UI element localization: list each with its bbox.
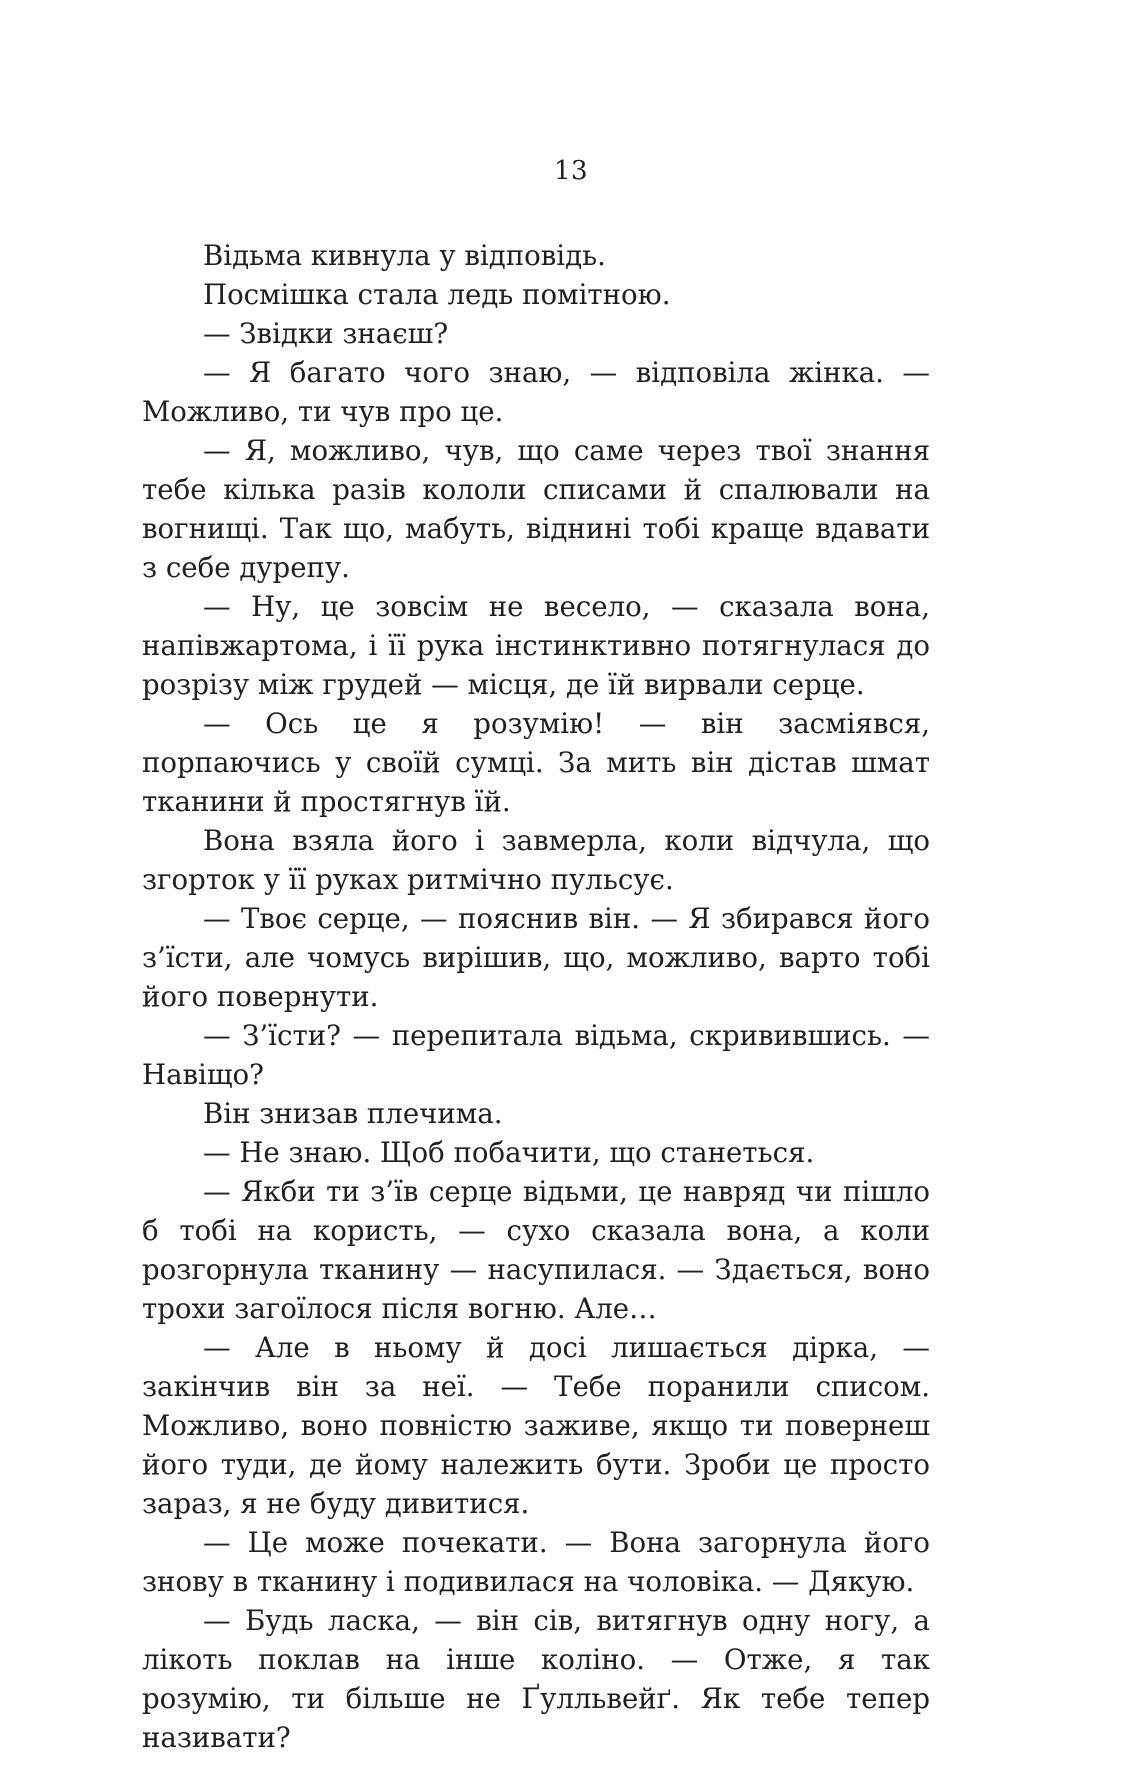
page-number: 13 bbox=[553, 156, 589, 186]
dialogue-line: — Це може почекати. — Вона загорнула його знову в тканину і подивилася на чоловіка. — Дякую. bbox=[142, 1526, 930, 1598]
dialogue-line: — З’їсти? — перепитала відьма, скривившись. — Навіщо? bbox=[142, 1019, 930, 1091]
dialogue-line: — Я багато чого знаю, — відповіла жінка. — Можливо, ти чув про це. bbox=[142, 356, 930, 428]
dialogue-line: — Але в ньому й досі лишається дірка, — закінчив він за неї. — Тебе поранили списом. Можливо, воно повністю заживе, якщо ти повернеш його туди, де йому належить бути. Зроби це просто зараз, я не буду дивитися. bbox=[142, 1331, 930, 1520]
dialogue-line: — Звідки знаєш? bbox=[203, 317, 449, 350]
dialogue-line: — Якби ти з’їв серце відьми, це навряд чи пішло б тобі на користь, — сухо сказала вона, а коли розгорнула тканину — насупилася. — Здається, воно трохи загоїлося після вогню. Але… bbox=[142, 1175, 930, 1325]
dialogue-line: — Твоє серце, — пояснив він. — Я збирався його з’їсти, але чомусь вирішив, що, можливо, варто тобі його повернути. bbox=[142, 902, 930, 1013]
body-text bbox=[142, 236, 930, 1757]
dialogue-line: — Будь ласка, — він сів, витягнув одну ногу, а лікоть поклав на інше коліно. — Отже, я так розумію, ти більше не Ґулльвейґ. Як тебе тепер називати? bbox=[142, 1604, 930, 1754]
dialogue-line: — Ну, це зовсім не весело, — сказала вона, напівжартома, і її рука інстинктивно потягнулася до розрізу між грудей — місця, де їй вирвали серце. bbox=[142, 590, 930, 701]
paragraph: Відьма кивнула у відповідь. bbox=[203, 239, 606, 272]
dialogue-line: — Не знаю. Щоб побачити, що станеться. bbox=[203, 1136, 815, 1169]
paragraph: Він знизав плечима. bbox=[203, 1097, 503, 1130]
dialogue-line: — Ось це я розумію! — він засміявся, порпаючись у своїй сумці. За мить він дістав шмат тканини й простягнув їй. bbox=[142, 707, 930, 818]
paragraph: Вона взяла його і завмерла, коли відчула, що згорток у її руках ритмічно пульсує. bbox=[142, 824, 930, 896]
dialogue-line: — Я, можливо, чув, що саме через твої знання тебе кілька разів кололи списами й спалювали на вогнищі. Так що, мабуть, віднині тобі краще вдавати з себе дурепу. bbox=[142, 434, 930, 584]
paragraph: Посмішка стала ледь помітною. bbox=[203, 278, 671, 311]
